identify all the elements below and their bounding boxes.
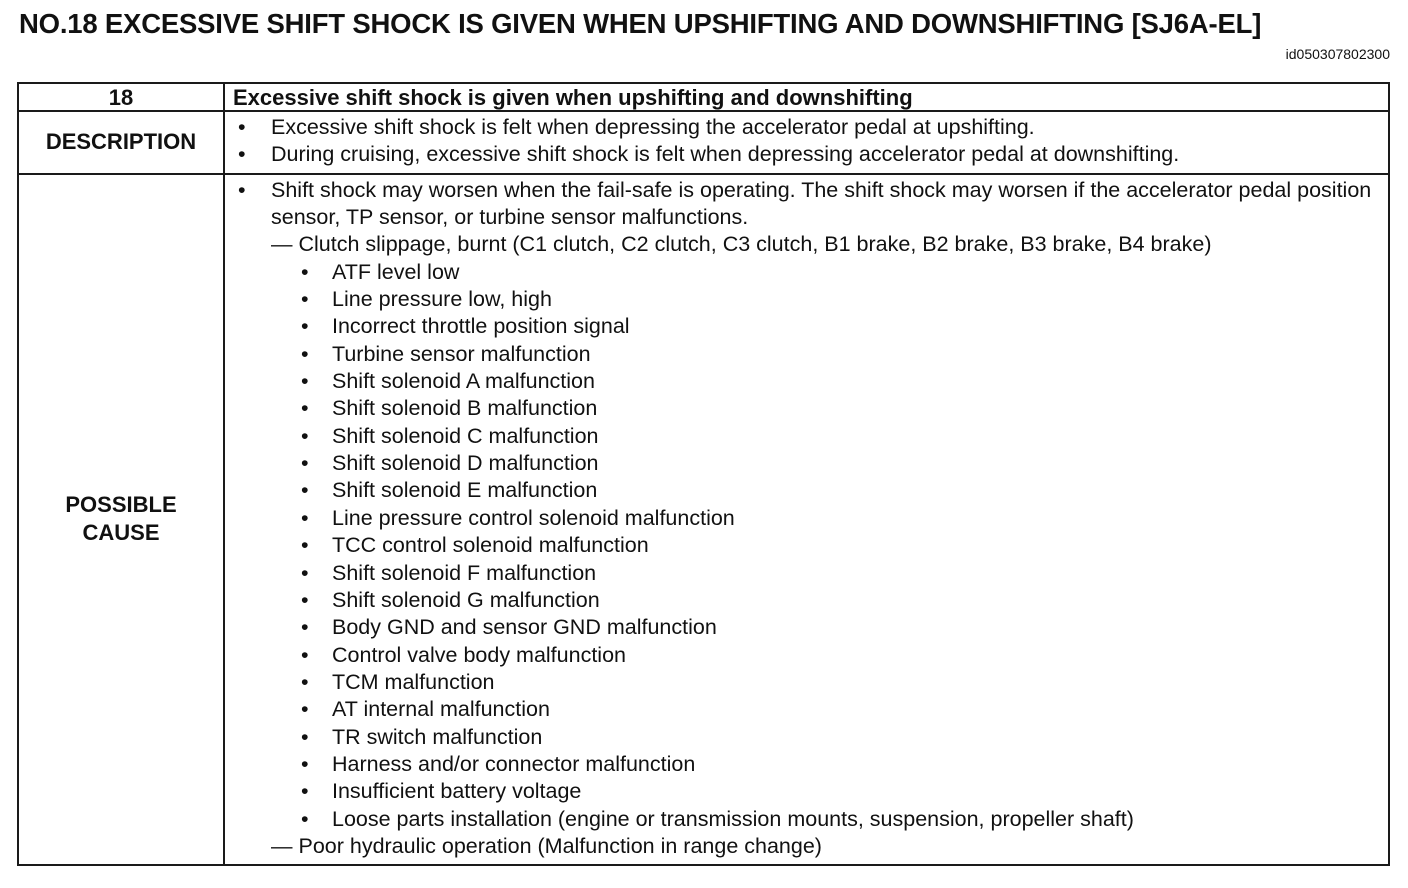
cause-item: • Line pressure control solenoid malfunction bbox=[225, 505, 1384, 532]
cause-item: • Incorrect throttle position signal bbox=[225, 313, 1384, 340]
cause-item: • TCM malfunction bbox=[225, 669, 1384, 696]
cause-item: • Turbine sensor malfunction bbox=[225, 341, 1384, 368]
possible-cause-label-line2: CAUSE bbox=[82, 520, 160, 546]
description-row bbox=[18, 111, 1389, 174]
cause-item: • Insufficient battery voltage bbox=[225, 778, 1384, 805]
cause-item: • Shift solenoid C malfunction bbox=[225, 423, 1384, 450]
cause-item: • Shift solenoid F malfunction bbox=[225, 560, 1384, 587]
cause-item: • Line pressure low, high bbox=[225, 286, 1384, 313]
description-item: • During cruising, excessive shift shock is felt when depressing accelerator pedal at downshifting. bbox=[225, 141, 1384, 168]
description-content bbox=[224, 111, 1389, 174]
possible-cause-content bbox=[224, 174, 1389, 866]
cause-item: • TR switch malfunction bbox=[225, 724, 1384, 751]
cause-item: • Loose parts installation (engine or transmission mounts, suspension, propeller shaft) bbox=[225, 806, 1384, 833]
cause-item: • Shift solenoid A malfunction bbox=[225, 368, 1384, 395]
cause-intro: • Shift shock may worsen when the fail-safe is operating. The shift shock may worsen if the accelerator pedal position sensor, TP sensor, or turbine sensor malfunctions. bbox=[225, 177, 1384, 232]
description-label: DESCRIPTION bbox=[18, 111, 224, 174]
cause-group-hydraulic: — Poor hydraulic operation (Malfunction in range change) bbox=[271, 833, 822, 858]
cause-item: • Shift solenoid B malfunction bbox=[225, 395, 1384, 422]
cause-item: • TCC control solenoid malfunction bbox=[225, 532, 1384, 559]
page-title: NO.18 EXCESSIVE SHIFT SHOCK IS GIVEN WHEN UPSHIFTING AND DOWNSHIFTING [SJ6A-EL] bbox=[19, 8, 1262, 39]
possible-cause-label bbox=[18, 174, 224, 866]
cause-item: • Shift solenoid D malfunction bbox=[225, 450, 1384, 477]
symptom-table bbox=[17, 82, 1390, 866]
cause-item: • Shift solenoid E malfunction bbox=[225, 477, 1384, 504]
cause-item: • Control valve body malfunction bbox=[225, 642, 1384, 669]
possible-cause-label-line1: POSSIBLE bbox=[65, 492, 177, 518]
cause-item: • ATF level low bbox=[225, 259, 1384, 286]
cause-item: • Shift solenoid G malfunction bbox=[225, 587, 1384, 614]
cause-list bbox=[225, 259, 1384, 833]
cause-item: • Body GND and sensor GND malfunction bbox=[225, 614, 1384, 641]
symptom-number: 18 bbox=[18, 83, 224, 111]
possible-cause-row bbox=[18, 174, 1389, 866]
cause-group-clutch-slippage: — Clutch slippage, burnt (C1 clutch, C2 clutch, C3 clutch, B1 brake, B2 brake, B3 brake, B4 brake) bbox=[271, 232, 1212, 257]
description-item: • Excessive shift shock is felt when depressing the accelerator pedal at upshifting. bbox=[225, 114, 1384, 141]
document-id: id050307802300 bbox=[1285, 46, 1390, 62]
cause-item: • AT internal malfunction bbox=[225, 696, 1384, 723]
symptom-heading: Excessive shift shock is given when upshifting and downshifting bbox=[224, 83, 1389, 111]
cause-item: • Harness and/or connector malfunction bbox=[225, 751, 1384, 778]
table-header-row bbox=[18, 83, 1389, 111]
